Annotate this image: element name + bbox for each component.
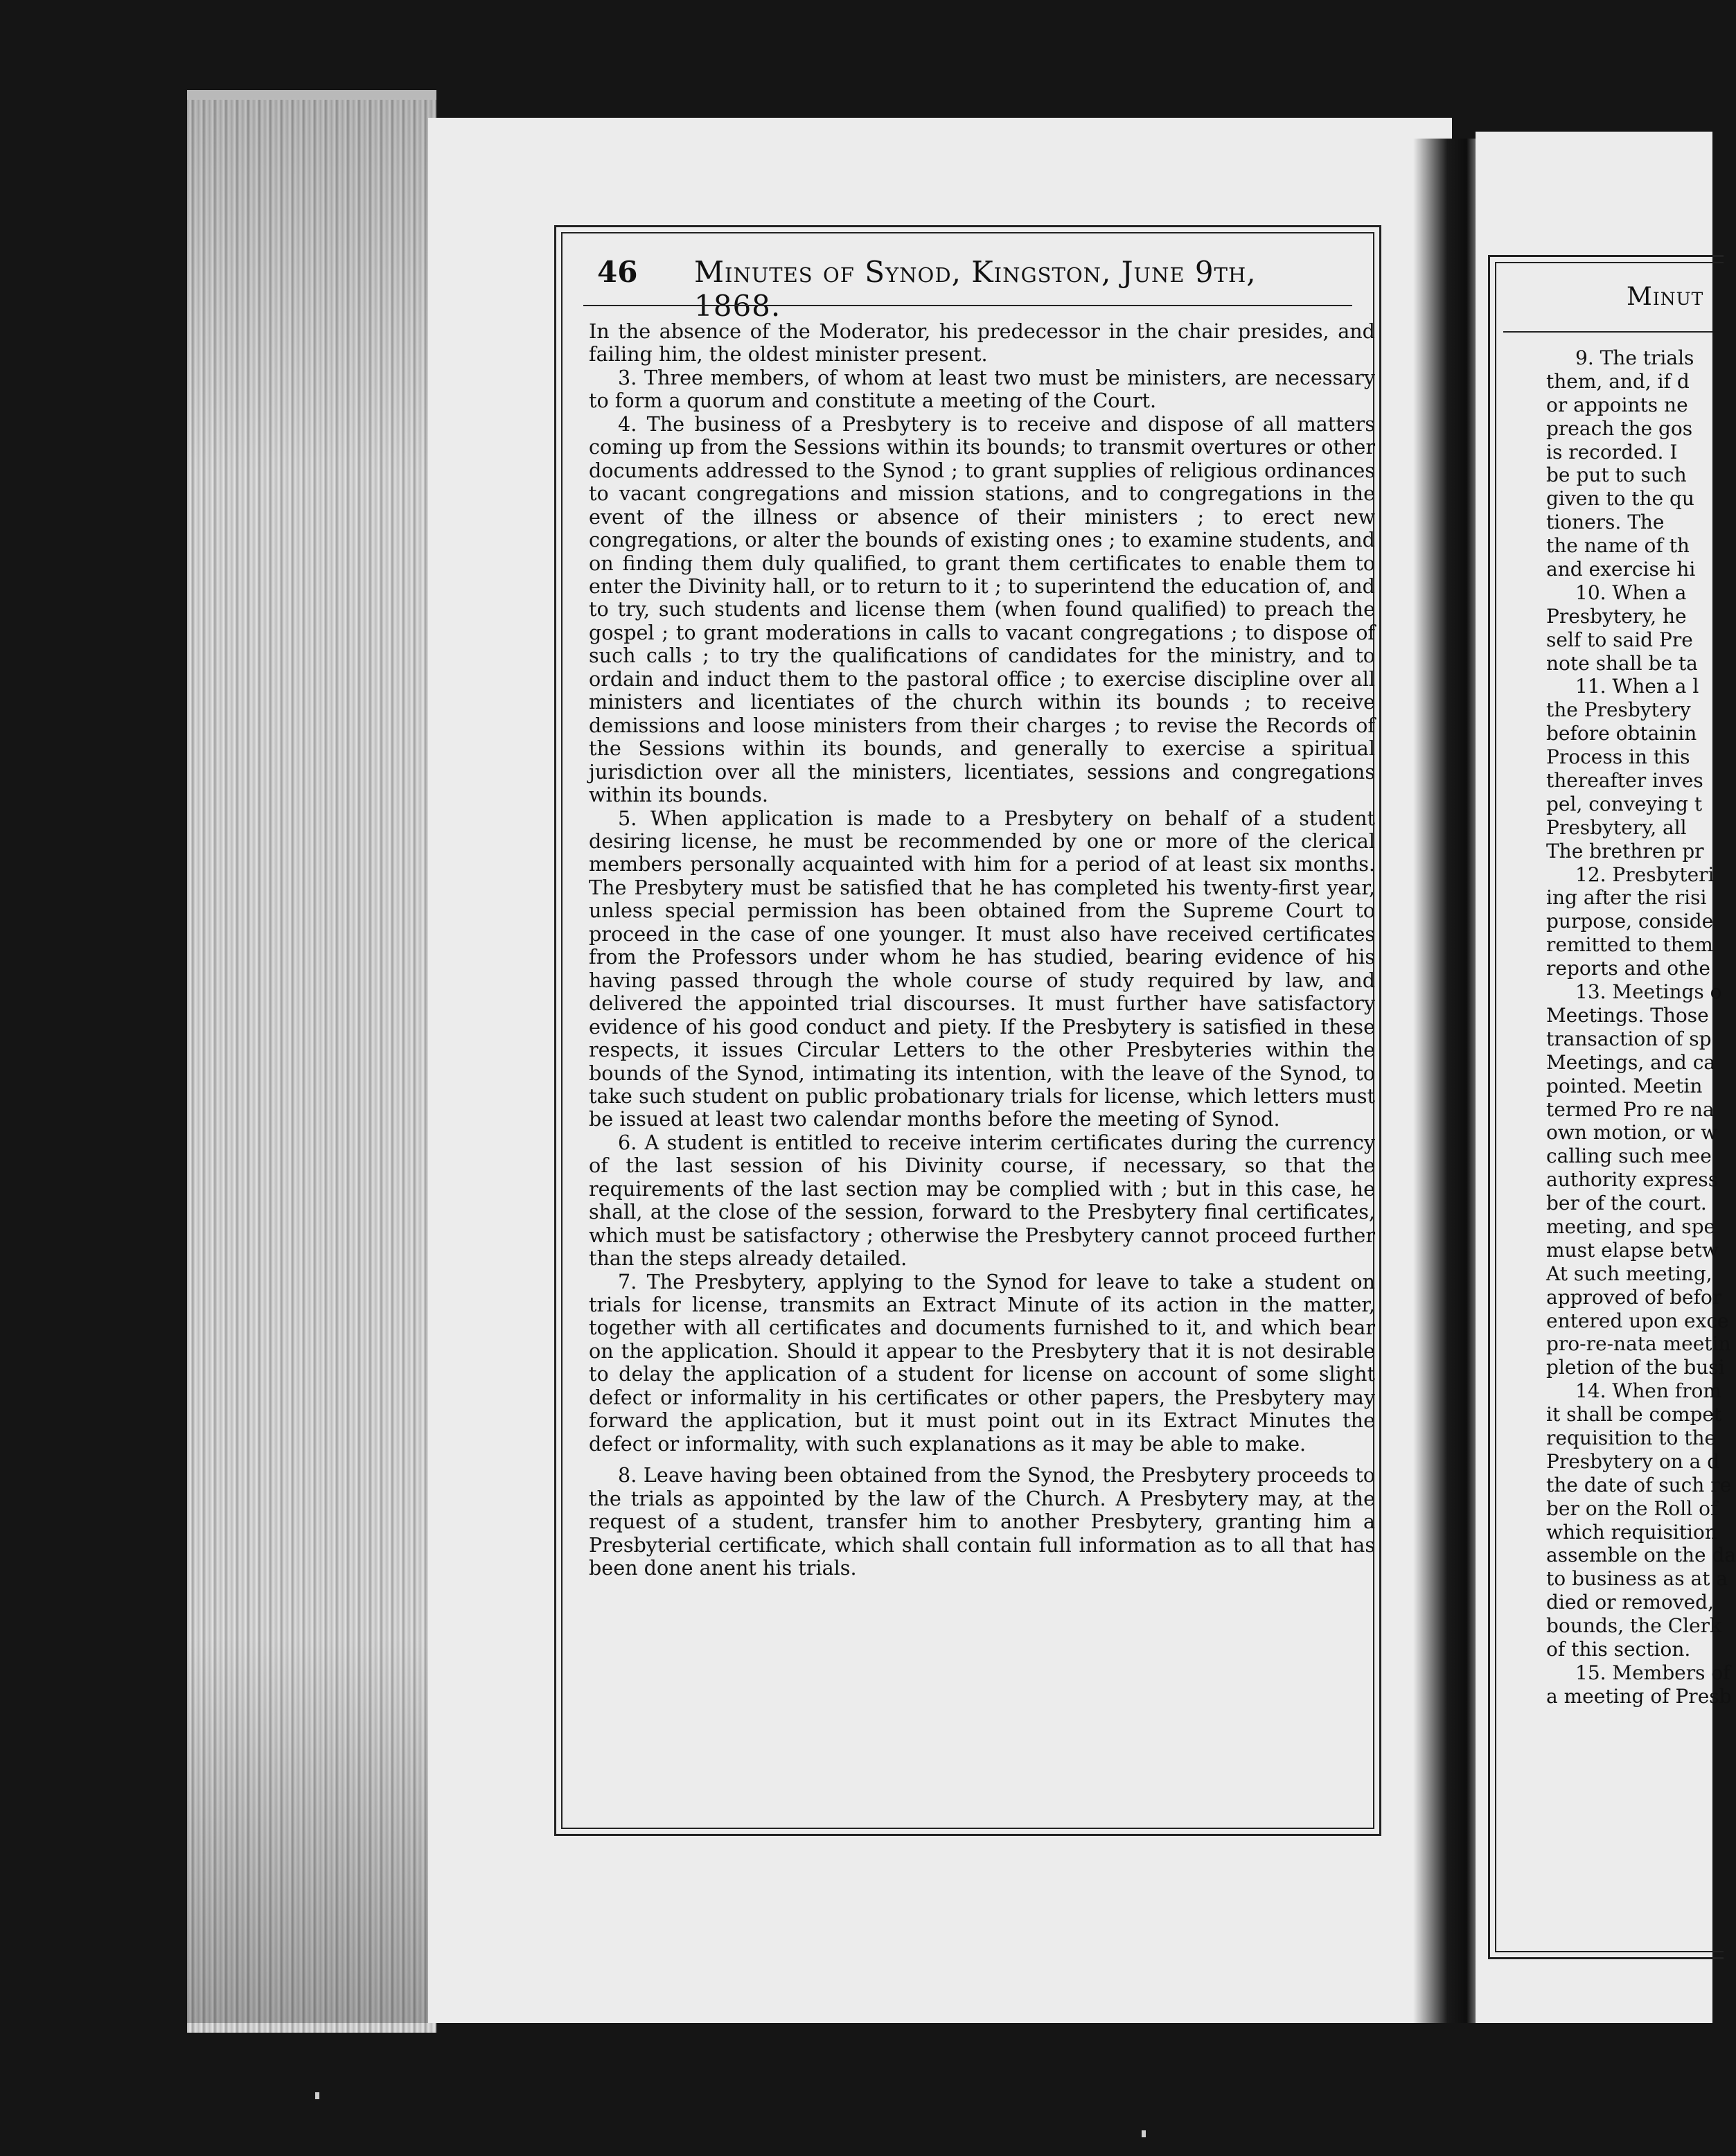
- right-page-header-rule: [1503, 331, 1712, 333]
- header-rule: [583, 305, 1352, 306]
- right-page-line: note shall be ta: [1546, 651, 1698, 675]
- right-page-line: it shall be compet: [1546, 1403, 1722, 1426]
- right-page-line: Presbytery, all: [1546, 815, 1687, 839]
- film-speck: [1142, 2130, 1146, 2137]
- right-page-line: calling such mee: [1546, 1145, 1712, 1168]
- right-page-line: Presbytery, he: [1546, 604, 1687, 628]
- right-page-line: Meetings, and ca: [1546, 1050, 1716, 1074]
- right-page-line: bounds, the Clerk: [1546, 1614, 1721, 1638]
- running-head: Minutes of Synod, Kingston, June 9th, 1868.: [694, 255, 1257, 323]
- right-page-line: given to the qu: [1546, 487, 1694, 511]
- right-page-line: entered upon exce: [1546, 1309, 1729, 1332]
- right-page-line: before obtainin: [1546, 722, 1697, 745]
- paragraph-section-7: 7. The Presbytery, applying to the Synod for leave to take a student on trials for license, transmits an Extract Minute of its action in the matter, together with all certificates and documents furnished to it, and which bear on the application. Should it appear to the Presbytery that it is not desirable to delay the application of a student for license on account of some slight defect or informality in his certificates or other papers, the Presbytery may forward the application, but it must point out in its Extract Minutes the defect or informality, with such explanations as it may be able to make.: [589, 1269, 1375, 1456]
- right-page-line: them, and, if d: [1546, 369, 1690, 393]
- right-page-line: meeting, and spe: [1546, 1214, 1716, 1238]
- right-page-line: 15. Members of: [1575, 1661, 1730, 1684]
- right-page-line: Meetings. Those: [1546, 1003, 1709, 1027]
- paragraph-section-3: 3. Three members, of whom at least two must be ministers, are necessary to form a quorum and constitute a meeting of the Court.: [589, 365, 1375, 413]
- right-page-line: pel, conveying t: [1546, 792, 1703, 815]
- right-page-line: ber on the Roll of: [1546, 1496, 1718, 1520]
- right-page-line: remitted to them: [1546, 933, 1713, 957]
- right-page-line: be put to such: [1546, 463, 1687, 487]
- right-page-line: is recorded. I: [1546, 440, 1678, 463]
- right-page-line: of this section.: [1546, 1637, 1691, 1661]
- right-page-line: must elapse betw: [1546, 1238, 1719, 1262]
- left-page-body: [589, 320, 1375, 1580]
- right-page-line: preach the gos: [1546, 416, 1693, 440]
- right-page-line: a meeting of Presb: [1546, 1684, 1732, 1708]
- right-page-line: own motion, or w: [1546, 1121, 1718, 1145]
- right-page-line: thereafter inves: [1546, 769, 1703, 793]
- right-page-line: approved of befor: [1546, 1285, 1722, 1309]
- paragraph-section-6: 6. A student is entitled to receive interim certificates during the currency of the last session of his Divinity course, if necessary, so that the requirements of the last section may be complied with ; but in this case, he shall, at the close of the session, forward to the Presbytery final certificates, which must be satisfactory ; otherwise the Presbytery cannot proceed further than the steps already detailed.: [589, 1130, 1375, 1271]
- paragraph-continuation: In the absence of the Moderator, his predecessor in the chair presides, and failing him, the oldest minister present.: [589, 319, 1375, 366]
- right-page-line: pro-re-nata meetin: [1546, 1332, 1731, 1356]
- right-page-line: tioners. The: [1546, 511, 1665, 534]
- right-page-line: or appoints ne: [1546, 393, 1688, 416]
- right-page-line: 11. When a l: [1575, 675, 1699, 698]
- right-page-line: and exercise hi: [1546, 558, 1696, 581]
- right-page-line: 12. Presbyteri: [1575, 863, 1715, 886]
- right-page-line: At such meeting,: [1546, 1262, 1712, 1285]
- right-page-line: pletion of the busi: [1546, 1356, 1725, 1379]
- right-page-line: termed Pro re na: [1546, 1097, 1715, 1121]
- right-page-line: transaction of sp: [1546, 1027, 1712, 1050]
- right-page-line: authority express: [1546, 1168, 1719, 1192]
- right-page-line: ber of the court.: [1546, 1192, 1707, 1215]
- left-page-header: [583, 248, 1345, 323]
- right-page-line: the date of such re: [1546, 1473, 1732, 1496]
- paragraph-section-5: 5. When application is made to a Presbytery on behalf of a student desiring license, he must be recommended by one or more of the clerical members personally acquainted with him for a period of at least six months. The Presbytery must be satisfied that he has completed his twenty-first year, unless special permission has been obtained from the Supreme Court to proceed in the case of one younger. It must also have received certificates from the Professors under whom he has studied, bearing evidence of his having passed through the whole course of study required by law, and delivered the appointed trial discourses. It must further have satisfactory evidence of his good conduct and piety. If the Presbytery is satisfied in these respects, it issues Circular Letters to the other Presbyteries within the bounds of the Synod, intimating its intention, with the leave of the Synod, to take such student on public probationary trials for license, which letters must be issued at least two calendar months before the meeting of Synod.: [589, 806, 1375, 1131]
- page-number: 46: [597, 255, 638, 289]
- right-page-line: ing after the risi: [1546, 886, 1707, 910]
- right-page-line: self to said Pre: [1546, 628, 1693, 651]
- right-page-line: The brethren pr: [1546, 839, 1704, 863]
- right-page-line: 14. When from: [1575, 1379, 1721, 1403]
- film-speck: [315, 2092, 319, 2099]
- right-page-line: reports and othe: [1546, 957, 1710, 980]
- right-page-line: Presbytery on a d: [1546, 1449, 1720, 1473]
- right-page-line: pointed. Meetin: [1546, 1074, 1703, 1097]
- right-page-line: 13. Meetings o: [1575, 980, 1722, 1004]
- right-page-line: purpose, conside: [1546, 910, 1714, 933]
- right-page-line: the Presbytery: [1546, 698, 1691, 722]
- page-edges-shadow: [187, 90, 436, 2023]
- right-page-line: 10. When a: [1575, 581, 1687, 604]
- paragraph-section-8: 8. Leave having been obtained from the Synod, the Presbytery proceeds to the trials as appointed by the law of the Church. A Presbytery may, at the request of a student, transfer him to another Presbytery, granting him a Presbyterial certificate, which shall contain full information as to all that has been done anent his trials.: [589, 1463, 1375, 1580]
- right-page-line: the name of th: [1546, 534, 1690, 558]
- right-page-line: 9. The trials: [1575, 346, 1694, 369]
- right-page-line: requisition to the: [1546, 1426, 1717, 1449]
- right-page-running-head: Minut: [1627, 283, 1704, 311]
- right-page-line: assemble on the da: [1546, 1544, 1736, 1567]
- right-page-body: [1546, 346, 1736, 1933]
- right-page-line: which requisition: [1546, 1520, 1717, 1544]
- paragraph-section-4: 4. The business of a Presbytery is to receive and dispose of all matters coming up from the Sessions within its bounds; to transmit overtures or other documents addressed to the Synod ; to grant supplies of religious ordinances to vacant congregations and mission stations, and to congregations in the event of the illness or absence of their ministers ; to erect new congregations, or alter the bounds of existing ones ; to examine students, and on finding them duly qualified, to grant them certificates to enable them to enter the Divinity hall, or to return to it ; to superintend the education of, and to try, such students and license them (when found qualified) to preach the gospel ; to grant moderations in calls to vacant congregations ; to dispose of such calls ; to try the qualifications of candidates for the ministry, and to ordain and induct them to the pastoral office ; to exercise discipline over all ministers and licentiates of the church within its bounds ; to receive demissions and loose ministers from their charges ; to revise the Records of the Sessions within its bounds, and generally to exercise a spiritual jurisdiction over all the ministers, licentiates, sessions and congregations within its bounds.: [589, 412, 1375, 807]
- right-page-line: to business as at a: [1546, 1567, 1728, 1591]
- right-page-line: Process in this: [1546, 745, 1690, 769]
- right-page-line: died or removed,: [1546, 1591, 1714, 1614]
